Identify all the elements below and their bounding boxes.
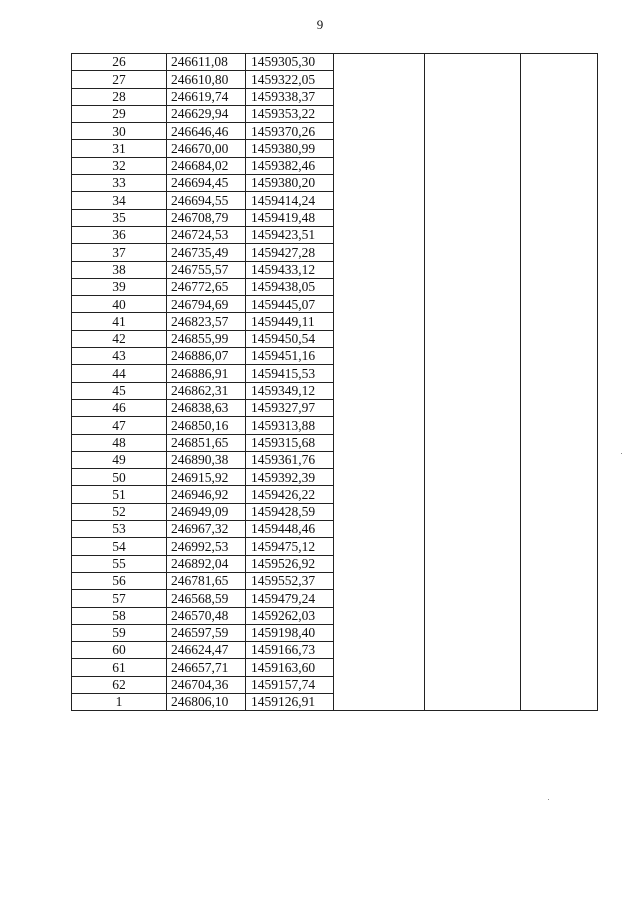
point-number-cell: 27 [72, 71, 167, 88]
x-coordinate-cell: 246886,91 [167, 365, 246, 382]
y-coordinate-cell: 1459449,11 [246, 313, 334, 330]
empty-column-1-cell [334, 382, 425, 399]
empty-column-2-cell [425, 157, 521, 174]
point-number-cell: 40 [72, 296, 167, 313]
x-coordinate-cell: 246949,09 [167, 503, 246, 520]
empty-column-3-cell [521, 434, 598, 451]
table-row [72, 348, 598, 365]
empty-column-1-cell [334, 624, 425, 641]
point-number-cell: 57 [72, 590, 167, 607]
empty-column-1-cell [334, 88, 425, 105]
point-number-cell: 33 [72, 175, 167, 192]
y-coordinate-cell: 1459327,97 [246, 399, 334, 416]
empty-column-1-cell [334, 209, 425, 226]
empty-column-2-cell [425, 642, 521, 659]
empty-column-2-cell [425, 555, 521, 572]
empty-column-3-cell [521, 676, 598, 693]
y-coordinate-cell: 1459163,60 [246, 659, 334, 676]
table-row [72, 244, 598, 261]
x-coordinate-cell: 246684,02 [167, 157, 246, 174]
empty-column-1-cell [334, 71, 425, 88]
table-row [72, 659, 598, 676]
empty-column-1-cell [334, 417, 425, 434]
table-row [72, 278, 598, 295]
empty-column-2-cell [425, 693, 521, 710]
empty-column-2-cell [425, 348, 521, 365]
x-coordinate-cell: 246851,65 [167, 434, 246, 451]
y-coordinate-cell: 1459353,22 [246, 105, 334, 122]
point-number-cell: 39 [72, 278, 167, 295]
x-coordinate-cell: 246855,99 [167, 330, 246, 347]
point-number-cell: 45 [72, 382, 167, 399]
table-row [72, 693, 598, 710]
x-coordinate-cell: 246794,69 [167, 296, 246, 313]
empty-column-2-cell [425, 365, 521, 382]
x-coordinate-cell: 246850,16 [167, 417, 246, 434]
y-coordinate-cell: 1459419,48 [246, 209, 334, 226]
y-coordinate-cell: 1459370,26 [246, 123, 334, 140]
y-coordinate-cell: 1459428,59 [246, 503, 334, 520]
empty-column-2-cell [425, 278, 521, 295]
x-coordinate-cell: 246755,57 [167, 261, 246, 278]
point-number-cell: 41 [72, 313, 167, 330]
empty-column-3-cell [521, 642, 598, 659]
empty-column-1-cell [334, 192, 425, 209]
table-row [72, 226, 598, 243]
empty-column-3-cell [521, 486, 598, 503]
empty-column-3-cell [521, 157, 598, 174]
table-row [72, 486, 598, 503]
y-coordinate-cell: 1459349,12 [246, 382, 334, 399]
y-coordinate-cell: 1459322,05 [246, 71, 334, 88]
table-row [72, 140, 598, 157]
y-coordinate-cell: 1459313,88 [246, 417, 334, 434]
empty-column-3-cell [521, 261, 598, 278]
y-coordinate-cell: 1459426,22 [246, 486, 334, 503]
empty-column-1-cell [334, 555, 425, 572]
empty-column-2-cell [425, 572, 521, 589]
table-row [72, 365, 598, 382]
empty-column-1-cell [334, 434, 425, 451]
page-number: 9 [316, 17, 324, 32]
x-coordinate-cell: 246657,71 [167, 659, 246, 676]
empty-column-1-cell [334, 642, 425, 659]
coordinates-table [71, 53, 598, 711]
empty-column-2-cell [425, 192, 521, 209]
y-coordinate-cell: 1459126,91 [246, 693, 334, 710]
empty-column-1-cell [334, 659, 425, 676]
empty-column-1-cell [334, 105, 425, 122]
empty-column-1-cell [334, 244, 425, 261]
empty-column-2-cell [425, 503, 521, 520]
empty-column-2-cell [425, 313, 521, 330]
table-row [72, 434, 598, 451]
table-row [72, 313, 598, 330]
x-coordinate-cell: 246890,38 [167, 451, 246, 468]
empty-column-1-cell [334, 261, 425, 278]
x-coordinate-cell: 246570,48 [167, 607, 246, 624]
y-coordinate-cell: 1459552,37 [246, 572, 334, 589]
point-number-cell: 36 [72, 226, 167, 243]
table-row [72, 261, 598, 278]
table-row [72, 676, 598, 693]
empty-column-3-cell [521, 417, 598, 434]
x-coordinate-cell: 246915,92 [167, 469, 246, 486]
empty-column-2-cell [425, 417, 521, 434]
table-row [72, 123, 598, 140]
x-coordinate-cell: 246708,79 [167, 209, 246, 226]
table-row [72, 296, 598, 313]
y-coordinate-cell: 1459166,73 [246, 642, 334, 659]
x-coordinate-cell: 246670,00 [167, 140, 246, 157]
empty-column-2-cell [425, 521, 521, 538]
empty-column-3-cell [521, 607, 598, 624]
x-coordinate-cell: 246806,10 [167, 693, 246, 710]
point-number-cell: 59 [72, 624, 167, 641]
scan-speck [621, 453, 622, 454]
point-number-cell: 53 [72, 521, 167, 538]
y-coordinate-cell: 1459198,40 [246, 624, 334, 641]
x-coordinate-cell: 246967,32 [167, 521, 246, 538]
point-number-cell: 52 [72, 503, 167, 520]
empty-column-3-cell [521, 624, 598, 641]
empty-column-2-cell [425, 244, 521, 261]
empty-column-1-cell [334, 521, 425, 538]
point-number-cell: 47 [72, 417, 167, 434]
y-coordinate-cell: 1459380,99 [246, 140, 334, 157]
table-row [72, 54, 598, 71]
point-number-cell: 42 [72, 330, 167, 347]
point-number-cell: 30 [72, 123, 167, 140]
table-row [72, 209, 598, 226]
empty-column-2-cell [425, 607, 521, 624]
empty-column-3-cell [521, 296, 598, 313]
empty-column-2-cell [425, 469, 521, 486]
point-number-cell: 28 [72, 88, 167, 105]
empty-column-2-cell [425, 434, 521, 451]
table-row [72, 572, 598, 589]
coordinates-table-body [72, 54, 598, 711]
empty-column-3-cell [521, 71, 598, 88]
x-coordinate-cell: 246597,59 [167, 624, 246, 641]
x-coordinate-cell: 246724,53 [167, 226, 246, 243]
table-row [72, 538, 598, 555]
empty-column-3-cell [521, 382, 598, 399]
y-coordinate-cell: 1459305,30 [246, 54, 334, 71]
empty-column-3-cell [521, 521, 598, 538]
y-coordinate-cell: 1459157,74 [246, 676, 334, 693]
y-coordinate-cell: 1459445,07 [246, 296, 334, 313]
empty-column-3-cell [521, 555, 598, 572]
empty-column-3-cell [521, 226, 598, 243]
empty-column-2-cell [425, 330, 521, 347]
x-coordinate-cell: 246735,49 [167, 244, 246, 261]
point-number-cell: 35 [72, 209, 167, 226]
x-coordinate-cell: 246610,80 [167, 71, 246, 88]
y-coordinate-cell: 1459423,51 [246, 226, 334, 243]
x-coordinate-cell: 246823,57 [167, 313, 246, 330]
empty-column-2-cell [425, 624, 521, 641]
table-row [72, 642, 598, 659]
empty-column-2-cell [425, 538, 521, 555]
point-number-cell: 58 [72, 607, 167, 624]
empty-column-1-cell [334, 175, 425, 192]
empty-column-2-cell [425, 590, 521, 607]
point-number-cell: 62 [72, 676, 167, 693]
empty-column-1-cell [334, 486, 425, 503]
empty-column-1-cell [334, 365, 425, 382]
table-row [72, 590, 598, 607]
point-number-cell: 29 [72, 105, 167, 122]
empty-column-2-cell [425, 226, 521, 243]
empty-column-1-cell [334, 123, 425, 140]
empty-column-1-cell [334, 676, 425, 693]
y-coordinate-cell: 1459438,05 [246, 278, 334, 295]
empty-column-2-cell [425, 382, 521, 399]
table-row [72, 157, 598, 174]
empty-column-2-cell [425, 486, 521, 503]
point-number-cell: 37 [72, 244, 167, 261]
y-coordinate-cell: 1459526,92 [246, 555, 334, 572]
empty-column-3-cell [521, 123, 598, 140]
empty-column-3-cell [521, 348, 598, 365]
x-coordinate-cell: 246781,65 [167, 572, 246, 589]
empty-column-1-cell [334, 693, 425, 710]
empty-column-1-cell [334, 54, 425, 71]
y-coordinate-cell: 1459479,24 [246, 590, 334, 607]
y-coordinate-cell: 1459315,68 [246, 434, 334, 451]
empty-column-1-cell [334, 469, 425, 486]
point-number-cell: 43 [72, 348, 167, 365]
empty-column-2-cell [425, 71, 521, 88]
empty-column-1-cell [334, 140, 425, 157]
table-row [72, 451, 598, 468]
table-row [72, 417, 598, 434]
x-coordinate-cell: 246704,36 [167, 676, 246, 693]
table-row [72, 71, 598, 88]
empty-column-3-cell [521, 313, 598, 330]
x-coordinate-cell: 246772,65 [167, 278, 246, 295]
empty-column-2-cell [425, 399, 521, 416]
empty-column-1-cell [334, 226, 425, 243]
empty-column-1-cell [334, 296, 425, 313]
empty-column-3-cell [521, 140, 598, 157]
table-row [72, 192, 598, 209]
y-coordinate-cell: 1459427,28 [246, 244, 334, 261]
x-coordinate-cell: 246568,59 [167, 590, 246, 607]
x-coordinate-cell: 246611,08 [167, 54, 246, 71]
x-coordinate-cell: 246694,55 [167, 192, 246, 209]
empty-column-3-cell [521, 503, 598, 520]
empty-column-3-cell [521, 572, 598, 589]
point-number-cell: 61 [72, 659, 167, 676]
y-coordinate-cell: 1459451,16 [246, 348, 334, 365]
y-coordinate-cell: 1459392,39 [246, 469, 334, 486]
point-number-cell: 31 [72, 140, 167, 157]
x-coordinate-cell: 246629,94 [167, 105, 246, 122]
empty-column-3-cell [521, 88, 598, 105]
empty-column-3-cell [521, 54, 598, 71]
empty-column-2-cell [425, 54, 521, 71]
table-row [72, 624, 598, 641]
empty-column-2-cell [425, 105, 521, 122]
point-number-cell: 1 [72, 693, 167, 710]
empty-column-1-cell [334, 330, 425, 347]
table-row [72, 399, 598, 416]
empty-column-2-cell [425, 175, 521, 192]
table-row [72, 469, 598, 486]
y-coordinate-cell: 1459415,53 [246, 365, 334, 382]
point-number-cell: 34 [72, 192, 167, 209]
empty-column-1-cell [334, 157, 425, 174]
empty-column-3-cell [521, 469, 598, 486]
table-row [72, 521, 598, 538]
y-coordinate-cell: 1459448,46 [246, 521, 334, 538]
y-coordinate-cell: 1459414,24 [246, 192, 334, 209]
table-row [72, 105, 598, 122]
x-coordinate-cell: 246946,92 [167, 486, 246, 503]
table-row [72, 88, 598, 105]
y-coordinate-cell: 1459380,20 [246, 175, 334, 192]
y-coordinate-cell: 1459382,46 [246, 157, 334, 174]
empty-column-2-cell [425, 123, 521, 140]
empty-column-1-cell [334, 538, 425, 555]
point-number-cell: 60 [72, 642, 167, 659]
point-number-cell: 51 [72, 486, 167, 503]
empty-column-1-cell [334, 590, 425, 607]
point-number-cell: 49 [72, 451, 167, 468]
point-number-cell: 26 [72, 54, 167, 71]
empty-column-2-cell [425, 296, 521, 313]
point-number-cell: 55 [72, 555, 167, 572]
empty-column-3-cell [521, 209, 598, 226]
table-row [72, 607, 598, 624]
empty-column-3-cell [521, 175, 598, 192]
point-number-cell: 46 [72, 399, 167, 416]
table-row [72, 382, 598, 399]
y-coordinate-cell: 1459262,03 [246, 607, 334, 624]
empty-column-3-cell [521, 538, 598, 555]
x-coordinate-cell: 246624,47 [167, 642, 246, 659]
table-row [72, 503, 598, 520]
y-coordinate-cell: 1459450,54 [246, 330, 334, 347]
empty-column-1-cell [334, 348, 425, 365]
empty-column-2-cell [425, 209, 521, 226]
empty-column-1-cell [334, 278, 425, 295]
point-number-cell: 48 [72, 434, 167, 451]
empty-column-3-cell [521, 399, 598, 416]
empty-column-3-cell [521, 659, 598, 676]
empty-column-1-cell [334, 451, 425, 468]
y-coordinate-cell: 1459433,12 [246, 261, 334, 278]
empty-column-3-cell [521, 330, 598, 347]
x-coordinate-cell: 246862,31 [167, 382, 246, 399]
y-coordinate-cell: 1459475,12 [246, 538, 334, 555]
empty-column-3-cell [521, 278, 598, 295]
empty-column-3-cell [521, 192, 598, 209]
empty-column-3-cell [521, 365, 598, 382]
point-number-cell: 56 [72, 572, 167, 589]
empty-column-1-cell [334, 607, 425, 624]
y-coordinate-cell: 1459338,37 [246, 88, 334, 105]
empty-column-2-cell [425, 88, 521, 105]
x-coordinate-cell: 246992,53 [167, 538, 246, 555]
x-coordinate-cell: 246838,63 [167, 399, 246, 416]
scan-speck [548, 799, 549, 800]
empty-column-1-cell [334, 503, 425, 520]
empty-column-3-cell [521, 693, 598, 710]
empty-column-2-cell [425, 261, 521, 278]
x-coordinate-cell: 246892,04 [167, 555, 246, 572]
empty-column-2-cell [425, 676, 521, 693]
point-number-cell: 54 [72, 538, 167, 555]
x-coordinate-cell: 246646,46 [167, 123, 246, 140]
empty-column-1-cell [334, 572, 425, 589]
empty-column-1-cell [334, 399, 425, 416]
x-coordinate-cell: 246619,74 [167, 88, 246, 105]
empty-column-2-cell [425, 140, 521, 157]
table-row [72, 175, 598, 192]
point-number-cell: 38 [72, 261, 167, 278]
empty-column-2-cell [425, 451, 521, 468]
empty-column-3-cell [521, 590, 598, 607]
empty-column-3-cell [521, 105, 598, 122]
point-number-cell: 44 [72, 365, 167, 382]
table-row [72, 330, 598, 347]
point-number-cell: 50 [72, 469, 167, 486]
empty-column-3-cell [521, 244, 598, 261]
y-coordinate-cell: 1459361,76 [246, 451, 334, 468]
table-row [72, 555, 598, 572]
point-number-cell: 32 [72, 157, 167, 174]
empty-column-3-cell [521, 451, 598, 468]
empty-column-2-cell [425, 659, 521, 676]
x-coordinate-cell: 246694,45 [167, 175, 246, 192]
empty-column-1-cell [334, 313, 425, 330]
x-coordinate-cell: 246886,07 [167, 348, 246, 365]
